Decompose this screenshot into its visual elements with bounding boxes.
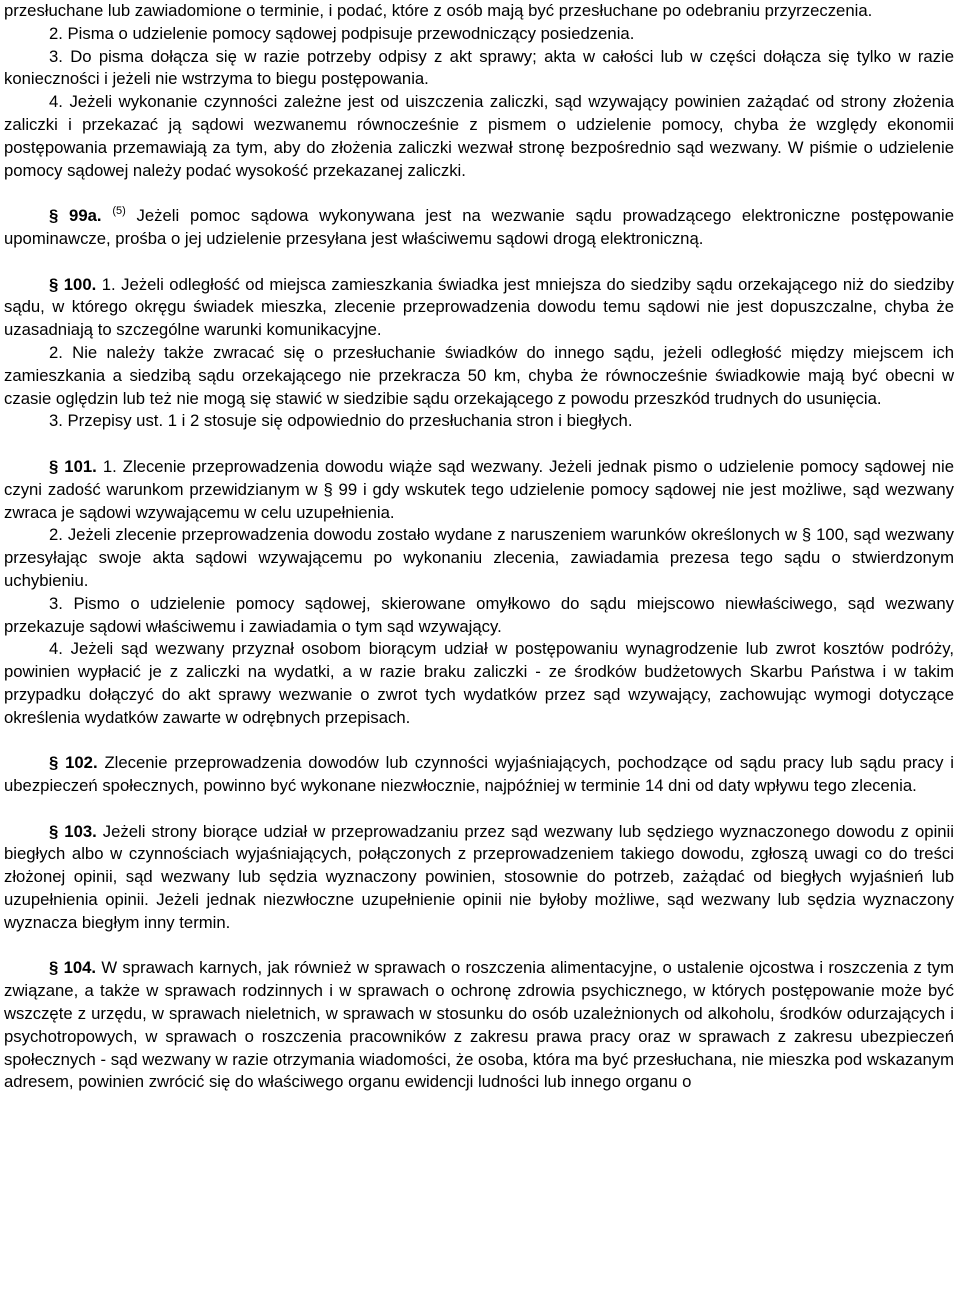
- section-text: Zlecenie przeprowadzenia dowodów lub czynności wyjaśniających, pochodzące od sądu pracy lub sądu pracy i ubezpieczeń społecznych, powinno być wykonane niezwłocznie, najpóźniej w terminie 14 dni od daty wpływu tego zlecenia.: [4, 753, 954, 796]
- section-99a: [4, 205, 954, 251]
- intro-point-4: 4. Jeżeli wykonanie czynności zależne jest od uiszczenia zaliczki, sąd wzywający powinien zażądać od strony złożenia zaliczki i przekazać ją sądowi wezwanemu równocześnie z pismem o udzielenie pomocy, chyba że względy ekonomii postępowania przemawiają za tym, aby do złożenia zaliczki wezwał stronę bezpośrednio sąd wezwany. W piśmie o udzielenie pomocy sądowej należy podać wysokość przekazanej zaliczki.: [4, 92, 954, 180]
- section-102: [4, 752, 954, 798]
- section-number: § 101.: [49, 456, 97, 476]
- intro-point-2: 2. Pisma o udzielenie pomocy sądowej podpisuje przewodniczący posiedzenia.: [49, 23, 635, 43]
- section-number: § 102.: [49, 753, 98, 773]
- section-103: [4, 821, 954, 935]
- section-100: [4, 274, 954, 342]
- section-number: § 100.: [49, 274, 97, 294]
- section-101: [4, 456, 954, 524]
- section-number: § 103.: [49, 821, 97, 841]
- section-100-point-3: 3. Przepisy ust. 1 i 2 stosuje się odpowiednio do przesłuchania stron i biegłych.: [49, 411, 633, 431]
- section-100-point-2: 2. Nie należy także zwracać się o przesłuchanie świadków do innego sądu, jeżeli odległość między miejscem ich zamieszkania a siedzibą sądu orzekającego nie przekracza 50 km, chyba że równocześnie świadkowie mają być obecni w czasie oględzin lub też nie mogą się stawić w siedzibie sądu orzekającego z powodu przeszkód trudnych do usunięcia.: [4, 342, 954, 408]
- intro-paragraph: przesłuchane lub zawiadomione o terminie, i podać, które z osób mają być przesłuchane po odebraniu przyrzeczenia.: [4, 1, 873, 20]
- section-text: Jeżeli pomoc sądowa wykonywana jest na wezwanie sądu prowadzącego elektroniczne postępowanie upominawcze, prośba o jej udzielenie przesyłana jest właściwemu sądowi drogą elektroniczną.: [4, 206, 954, 248]
- footnote-marker: (5): [112, 205, 126, 218]
- section-101-point-2: 2. Jeżeli zlecenie przeprowadzenia dowodu zostało wydane z naruszeniem warunków określonych w § 100, sąd wezwany przesyłając swoje akta sądowi wzywającemu po wykonaniu zlecenia, zawiadamia prezesa tego sądu o stwierdzonym uchybieniu.: [4, 525, 954, 590]
- section-point-1: 1. Zlecenie przeprowadzenia dowodu wiąże sąd wezwany. Jeżeli jednak pismo o udzielenie pomocy sądowej nie czyni zadość warunkom przewidzianym w § 99 i gdy wskutek tego udzielenie pomocy sądowej nie jest możliwe, sąd wezwany zwraca je sądowi wzywającemu w celu uzupełnienia.: [4, 456, 954, 522]
- section-text: W sprawach karnych, jak również w sprawach o roszczenia alimentacyjne, o ustalenie ojcostwa i roszczenia z tym związane, a także w sprawach rodzinnych i w sprawach o ochronę zdrowia psychicznego, w których postępowanie może być wszczęte z urzędu, w sprawach nieletnich, w sprawach w stosunku do osób uzależnionych od alkoholu, środków odurzających i psychotropowych, w sprawach o roszczenia pracowników z zakresu prawa pracy oraz w sprawach z zakresu ubezpieczeń społecznych - sąd wezwany w razie otrzymania wiadomości, że osoba, która ma być przesłuchana, nie mieszka pod wskazanym adresem, powinien zwrócić się do właściwego organu ewidencji ludności lub innego organu o: [4, 958, 954, 1092]
- section-101-point-3: 3. Pismo o udzielenie pomocy sądowej, skierowane omyłkowo do sądu miejscowo niewłaściwego, sąd wezwany przekazuje sądowi właściwemu i zawiadamia o tym sąd wzywający.: [4, 593, 954, 636]
- section-number: § 99a.: [49, 206, 102, 226]
- section-point-1: 1. Jeżeli odległość od miejsca zamieszkania świadka jest mniejsza do siedziby sądu orzekającego niż do siedziby sądu, w którego okręgu świadek mieszka, zlecenie przeprowadzenia dowodu temu sądowi nie jest dopuszczalne, chyba że uzasadniają to szczególne warunki komunikacyjne.: [4, 274, 954, 340]
- intro-point-3: 3. Do pisma dołącza się w razie potrzeby odpisy z akt sprawy; akta w całości lub w części dołącza się tylko w razie konieczności i jeżeli nie wstrzyma to biegu postępowania.: [4, 46, 954, 89]
- section-104: [4, 957, 954, 1094]
- section-text: Jeżeli strony biorące udział w przeprowadzaniu przez sąd wezwany lub sędziego wyznaczonego dowodu z opinii biegłych albo w czynnościach wyjaśniających, połączonych z przeprowadzeniem takiego dowodu, zgłoszą uwagi co do treści złożonej opinii, sąd wezwany lub sędzia wyznaczony powinien, stosownie do potrzeb, zażądać od biegłych wyjaśnień lub uzupełnienia opinii. Jeżeli jednak niezwłoczne uzupełnienie opinii nie byłoby możliwe, sąd wezwany lub sędzia wyznaczony wyznacza biegłym inny termin.: [4, 821, 954, 932]
- section-number: § 104.: [49, 958, 97, 978]
- section-101-point-4: 4. Jeżeli sąd wezwany przyznał osobom biorącym udział w postępowaniu wynagrodzenie lub zwrot kosztów podróży, powinien wypłacić je z zaliczki na wydatki, a w razie braku zaliczki - ze środków budżetowych Skarbu Państwa i w takim przypadku dołączyć do akt sprawy wezwanie o zwrot tych wydatków przez sąd wzywający, zachowując wymogi dotyczące określenia wydatków zawarte w odrębnych przepisach.: [4, 639, 954, 727]
